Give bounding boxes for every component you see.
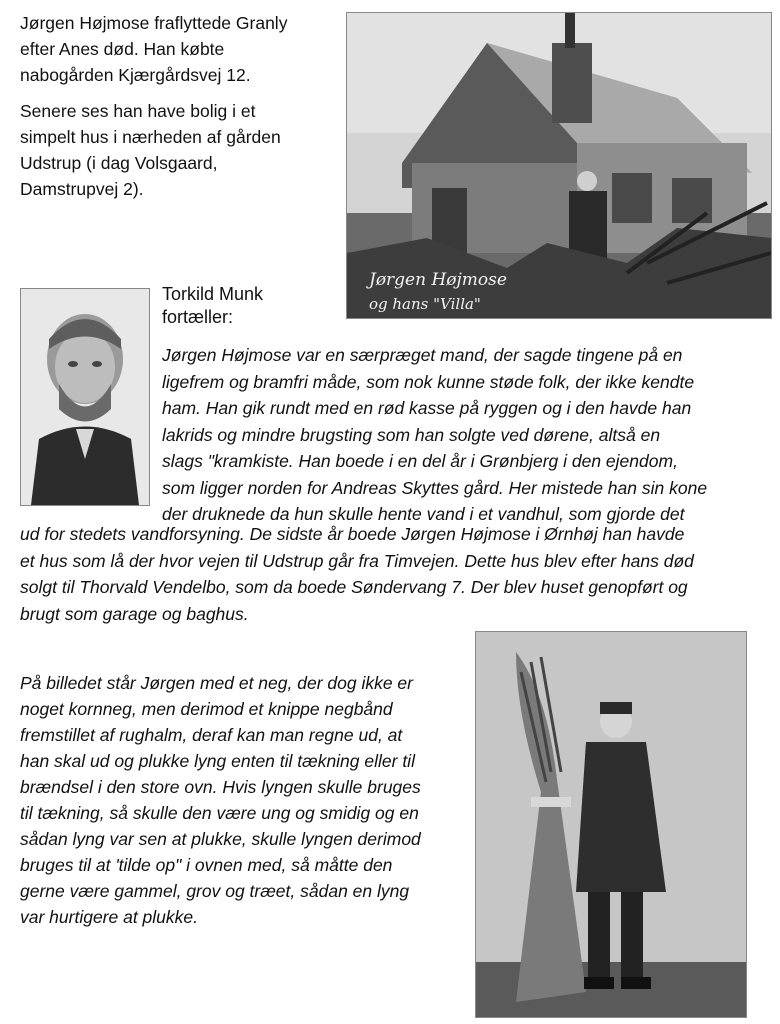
text-line: solgt til Thorvald Vendelbo, som da boede Søndervang 7. Der blev huset genopført og <box>20 577 688 597</box>
portrait-photo <box>20 288 150 506</box>
text-line: sådan lyng var sen at plukke, skulle lyngen derimod <box>20 829 421 849</box>
story-heading <box>162 283 263 329</box>
text-line: bruges til at 'tilde op" i ovnen med, så måtte den <box>20 855 393 875</box>
text-line: ligefrem og bramfri måde, som nok kunne støde folk, der ikke kendte <box>162 371 695 392</box>
text-line: fremstillet af rughalm, deraf kan man regne ud, at <box>20 725 403 745</box>
text-line: gerne være gammel, grov og træet, sådan en lyng <box>20 881 410 901</box>
text-line: simpelt hus i nærheden af gården <box>20 127 281 147</box>
man-with-sheaf-photo <box>475 631 747 1018</box>
text-line: brændsel i den store ovn. Hvis lyngen skulle bruges <box>20 777 421 797</box>
house-photo <box>346 12 772 319</box>
text-line: der druknede da hun skulle hente vand i et vandhul, som gjorde det <box>162 504 685 524</box>
text-line: Udstrup (i dag Volsgaard, <box>20 153 218 173</box>
text-line: et hus som lå der hvor vejen til Udstrup går fra Timvejen. Dette hus blev efter hans død <box>20 550 694 571</box>
text-line: ud for stedets vandforsyning. De sidste år boede Jørgen Højmose i Ørnhøj han havde <box>20 524 685 544</box>
text-line: ham. Han gik rundt med en rød kasse på ryggen og i den havde han <box>162 398 692 418</box>
text-line: til tækning, så skulle den være ung og smidig og en <box>20 803 419 823</box>
house-photo-caption-line-1: Jørgen Højmose <box>369 270 507 290</box>
text-line: slags "kramkiste. Han boede i en del år i Grønbjerg i den ejendom, <box>162 451 678 471</box>
text-line: efter Anes død. Han købte <box>20 39 225 59</box>
house-photo-caption-line-2: og hans "Villa" <box>369 295 481 313</box>
text-line: Jørgen Højmose var en særpræget mand, der sagde tingene på en <box>162 345 683 365</box>
text-line: Senere ses han have bolig i et <box>20 101 256 121</box>
text-line: noget kornneg, men derimod et knippe negbånd <box>20 699 393 719</box>
text-line: lakrids og mindre brugsting som han solgte ved dørene, altså en <box>162 424 661 445</box>
intro-paragraph-1 <box>20 10 340 88</box>
text-line: Damstrupvej 2). <box>20 179 144 199</box>
story-heading-line-2: fortæller: <box>162 307 234 327</box>
intro-paragraph-2 <box>20 98 340 202</box>
story-paragraph-narrow <box>162 342 762 528</box>
text-line: som ligger norden for Andreas Skyttes gård. Her mistede han sin kone <box>162 477 708 498</box>
story-paragraph-full <box>20 521 770 627</box>
story-heading-line-1: Torkild Munk <box>162 284 264 304</box>
text-line: På billedet står Jørgen med et neg, der dog ikke er <box>20 673 413 693</box>
text-line: brugt som garage og baghus. <box>20 603 249 624</box>
text-line: Jørgen Højmose fraflyttede Granly <box>20 13 288 33</box>
text-line: nabogården Kjærgårdsvej 12. <box>20 65 251 85</box>
bottom-paragraph <box>20 670 465 930</box>
text-line: var hurtigere at plukke. <box>20 907 199 927</box>
text-line: han skal ud og plukke lyng enten til tækning eller til <box>20 751 415 771</box>
